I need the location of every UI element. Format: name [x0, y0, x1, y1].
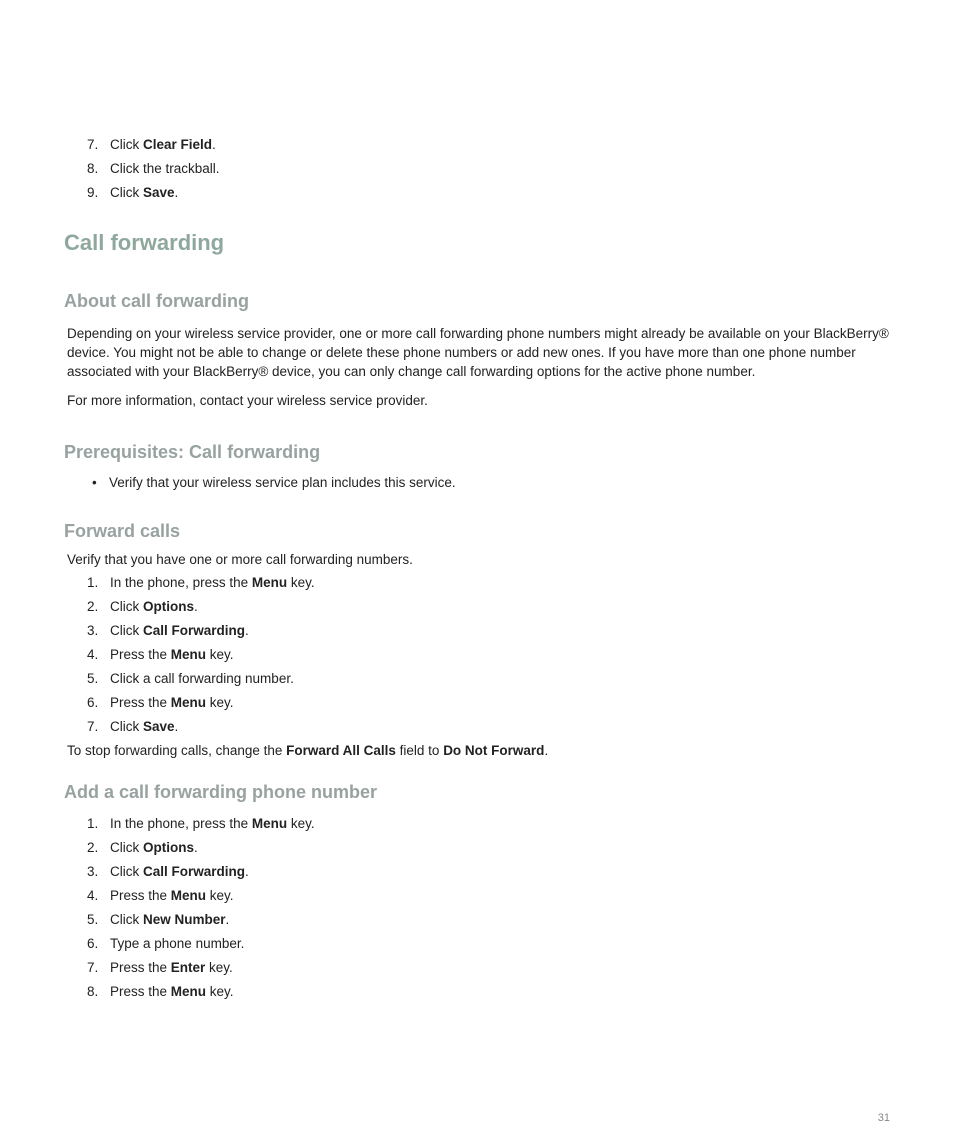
step-number: 3.	[87, 623, 99, 638]
step-number: 2.	[87, 599, 99, 614]
add-step-list	[0, 812, 954, 1004]
step-bold: Menu	[170, 888, 207, 903]
list-item	[0, 691, 954, 715]
section-title: Call forwarding	[64, 230, 225, 255]
step-text: Click	[110, 623, 143, 638]
step-text: Click	[110, 185, 143, 200]
step-tail: .	[212, 137, 216, 152]
step-bold: Menu	[170, 647, 207, 662]
stop-forwarding-text	[67, 741, 907, 760]
step-number: 5.	[87, 671, 99, 686]
step-number: 7.	[87, 960, 99, 975]
continued-step-list	[0, 133, 954, 205]
step-bold: Save	[143, 719, 175, 734]
step-text: Press the	[110, 984, 171, 999]
step-number: 4.	[87, 888, 99, 903]
list-item	[0, 667, 954, 691]
step-number: 8.	[87, 161, 99, 176]
page-number: 31	[877, 1112, 890, 1124]
step-text: Click	[110, 912, 143, 927]
step-bold: New Number	[143, 912, 226, 927]
step-tail: .	[225, 912, 230, 927]
step-number: 1.	[87, 816, 99, 831]
list-item	[0, 980, 954, 1004]
bullet-text: Verify that your wireless service plan includes this service.	[109, 475, 456, 490]
step-tail: key.	[206, 647, 234, 662]
step-tail: .	[245, 864, 249, 879]
list-item	[0, 884, 954, 908]
step-bold: Options	[143, 599, 194, 614]
step-tail: key.	[205, 960, 233, 975]
forward-all-calls-label: Forward All Calls	[286, 743, 396, 758]
about-heading: About call forwarding	[64, 291, 250, 311]
step-tail: .	[194, 599, 198, 614]
add-heading: Add a call forwarding phone number	[64, 782, 378, 802]
list-item	[92, 475, 456, 490]
list-item	[0, 932, 954, 956]
list-item	[0, 619, 954, 643]
step-bold: Call Forwarding	[143, 864, 246, 879]
more-info-text: For more information, contact your wireless service provider.	[67, 393, 428, 408]
step-number: 9.	[87, 185, 99, 200]
stop-text-pre: To stop forwarding calls, change the	[67, 743, 287, 758]
step-text: In the phone, press the	[110, 575, 252, 590]
list-item	[0, 571, 954, 595]
list-item	[0, 181, 954, 205]
list-item	[0, 715, 954, 739]
step-number: 1.	[87, 575, 99, 590]
list-item	[0, 812, 954, 836]
step-text: Press the	[110, 695, 171, 710]
stop-text-post: .	[544, 743, 549, 758]
bullet-icon: •	[92, 475, 97, 490]
prereq-heading: Prerequisites: Call forwarding	[64, 442, 321, 462]
step-bold: Options	[143, 840, 194, 855]
step-text: Click	[110, 599, 143, 614]
do-not-forward-label: Do Not Forward	[443, 743, 545, 758]
step-tail: key.	[206, 888, 234, 903]
step-tail: .	[194, 840, 198, 855]
step-tail: .	[174, 719, 179, 734]
forward-heading: Forward calls	[64, 521, 181, 541]
list-item	[0, 956, 954, 980]
forward-step-list	[0, 571, 954, 739]
step-bold: Menu	[170, 984, 207, 999]
step-number: 5.	[87, 912, 99, 927]
list-item	[0, 157, 954, 181]
step-number: 7.	[87, 137, 99, 152]
step-tail: key.	[287, 575, 315, 590]
step-tail: .	[174, 185, 179, 200]
list-item	[0, 595, 954, 619]
step-bold: Menu	[251, 575, 288, 590]
list-item	[0, 643, 954, 667]
step-text: Press the	[110, 960, 171, 975]
step-number: 3.	[87, 864, 99, 879]
step-bold: Menu	[170, 695, 207, 710]
step-text: Click	[110, 137, 143, 152]
step-tail: key.	[206, 984, 234, 999]
step-number: 6.	[87, 936, 99, 951]
step-number: 6.	[87, 695, 99, 710]
step-text: In the phone, press the	[110, 816, 252, 831]
step-bold: Enter	[170, 960, 206, 975]
step-tail: key.	[206, 695, 234, 710]
step-bold: Call Forwarding	[143, 623, 246, 638]
forward-intro: Verify that you have one or more call forwarding numbers.	[67, 552, 413, 567]
step-tail: .	[245, 623, 249, 638]
step-text: Click	[110, 864, 143, 879]
step-text: Press the	[110, 647, 171, 662]
list-item	[0, 860, 954, 884]
step-text: Click	[110, 719, 143, 734]
step-text: Click the trackball.	[110, 161, 220, 176]
stop-text-mid: field to	[395, 743, 444, 758]
list-item	[0, 908, 954, 932]
step-text: Click a call forwarding number.	[110, 671, 294, 686]
step-bold: Clear Field	[143, 137, 213, 152]
step-bold: Menu	[251, 816, 288, 831]
step-text: Click	[110, 840, 143, 855]
step-tail: key.	[287, 816, 315, 831]
step-bold: Save	[143, 185, 175, 200]
step-text: Press the	[110, 888, 171, 903]
step-number: 8.	[87, 984, 99, 999]
step-number: 2.	[87, 840, 99, 855]
list-item	[0, 836, 954, 860]
list-item	[0, 133, 954, 157]
step-number: 7.	[87, 719, 99, 734]
about-paragraph: Depending on your wireless service provider, one or more call forwarding phone numbers might already be available on your BlackBerry® device. You might not be able to change or delete these phone numbers or add new ones. If you have more than one phone number associated with your BlackBerry® device, you can only change call forwarding options for the active phone number.	[67, 326, 889, 379]
step-text: Type a phone number.	[110, 936, 245, 951]
step-number: 4.	[87, 647, 99, 662]
